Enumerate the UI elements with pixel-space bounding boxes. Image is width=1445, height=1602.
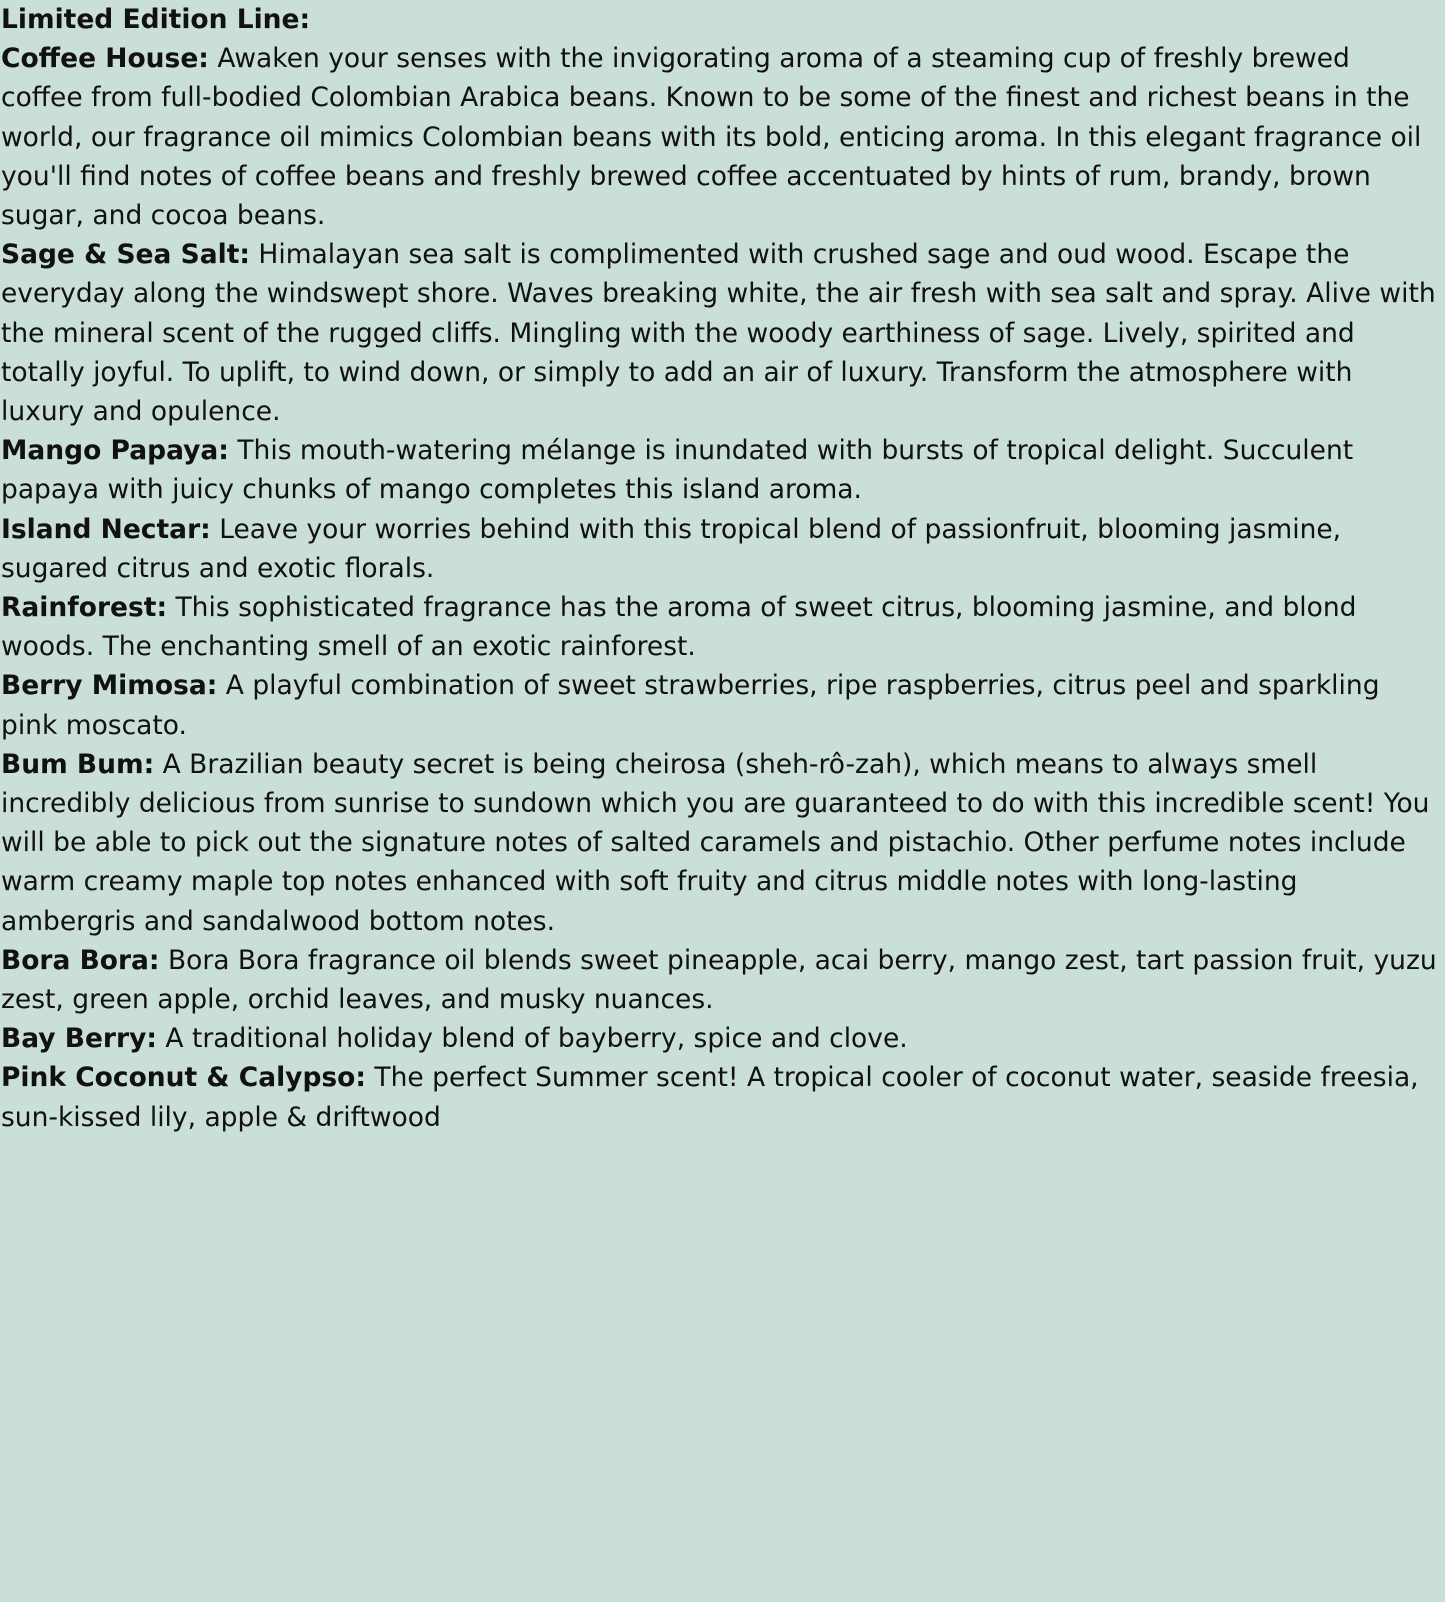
fragrance-name: Bay Berry: xyxy=(1,1023,157,1055)
fragrance-name: Bora Bora: xyxy=(1,944,160,976)
fragrance-entry-sage-sea-salt xyxy=(1,235,1439,431)
page-heading: Limited Edition Line: xyxy=(1,4,311,35)
fragrance-name: Sage & Sea Salt: xyxy=(1,239,250,271)
fragrance-name: Rainforest: xyxy=(1,592,168,624)
fragrance-description: This sophisticated fragrance has the aroma of sweet citrus, blooming jasmine, and blond woods. The enchanting smell of an exotic rainforest. xyxy=(1,592,1357,663)
fragrance-description: A playful combination of sweet strawberries, ripe raspberries, citrus peel and sparkling pink moscato. xyxy=(1,670,1380,741)
fragrance-name: Bum Bum: xyxy=(1,748,155,780)
fragrance-entry-berry-mimosa xyxy=(1,666,1439,744)
fragrance-entry-coffee-house xyxy=(1,39,1439,235)
fragrance-name: Berry Mimosa: xyxy=(1,670,218,702)
fragrance-description: The perfect Summer scent! A tropical cooler of coconut water, seaside freesia, sun-kissed lily, apple & driftwood xyxy=(1,1062,1419,1133)
fragrance-entry-rainforest xyxy=(1,588,1439,666)
fragrance-name: Pink Coconut & Calypso: xyxy=(1,1062,366,1094)
fragrance-entry-mango-papaya xyxy=(1,431,1439,509)
fragrance-description: Bora Bora fragrance oil blends sweet pineapple, acai berry, mango zest, tart passion fruit, yuzu zest, green apple, orchid leaves, and musky nuances. xyxy=(1,944,1437,1016)
fragrance-description: A Brazilian beauty secret is being cheirosa (sheh-rô-zah), which means to always smell incredibly delicious from sunrise to sundown which you are guaranteed to do with this incredible scent! You will be able to pick out the signature notes of salted caramels and pistachio. Other perfume notes include warm creamy maple top notes enhanced with soft fruity and citrus middle notes with long-lasting ambergris and sandalwood bottom notes. xyxy=(1,748,1430,937)
fragrance-description: A traditional holiday blend of bayberry, spice and clove. xyxy=(165,1023,908,1055)
fragrance-description: This mouth-watering mélange is inundated with bursts of tropical delight. Succulent papaya with juicy chunks of mango completes this island aroma. xyxy=(1,435,1354,506)
fragrance-entry-bum-bum xyxy=(1,745,1439,941)
fragrance-entry-bora-bora xyxy=(1,941,1439,1019)
fragrance-entry-island-nectar xyxy=(1,510,1439,588)
fragrance-entry-bay-berry xyxy=(1,1019,1439,1058)
fragrance-name: Coffee House: xyxy=(1,43,209,75)
fragrance-description: Himalayan sea salt is complimented with crushed sage and oud wood. Escape the everyday along the windswept shore. Waves breaking white, the air fresh with sea salt and spray. Alive with the mineral scent of the rugged cliffs. Mingling with the woody earthiness of sage. Lively, spirited and totally joyful. To uplift, to wind down, or simply to add an air of luxury. Transform the atmosphere with luxury and opulence. xyxy=(1,239,1436,428)
fragrance-description: Awaken your senses with the invigorating aroma of a steaming cup of freshly brewed coffee from full-bodied Colombian Arabica beans. Known to be some of the finest and richest beans in the world, our fragrance oil mimics Colombian beans with its bold, enticing aroma. In this elegant fragrance oil you'll find notes of coffee beans and freshly brewed coffee accentuated by hints of rum, brandy, brown sugar, and cocoa beans. xyxy=(1,43,1422,232)
fragrance-description: Leave your worries behind with this tropical blend of passionfruit, blooming jasmine, sugared citrus and exotic florals. xyxy=(1,513,1342,584)
fragrance-name: Mango Papaya: xyxy=(1,435,229,467)
fragrance-entry-pink-coconut-calypso xyxy=(1,1058,1439,1136)
fragrance-name: Island Nectar: xyxy=(1,513,211,545)
